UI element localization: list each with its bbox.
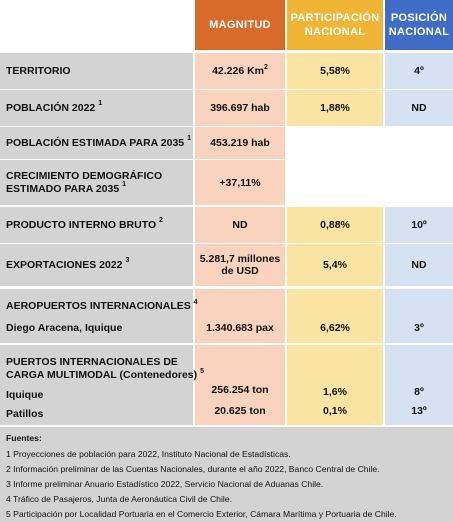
- crecimiento-label-line2-wrap: [6, 183, 126, 196]
- exportaciones-participacion-value: 5,4%: [323, 259, 347, 271]
- row-pib-posicion: [385, 207, 453, 243]
- poblacion-2035-label-wrap: [6, 137, 191, 150]
- pib-posicion-value: 10º: [411, 219, 427, 231]
- row-territorio-participacion: [287, 53, 383, 89]
- header-participacion-line2: NACIONAL: [304, 26, 366, 38]
- row-exportaciones-magnitud: [195, 244, 285, 286]
- aeropuertos-heading: [6, 300, 198, 312]
- territorio-magnitud-value: [212, 65, 268, 77]
- row-aeropuertos-label: [0, 289, 193, 343]
- row-territorio-posicion: [385, 53, 453, 89]
- row-poblacion-magnitud: [195, 90, 285, 126]
- exportaciones-magnitud-line1: 5.281,7 millones: [199, 253, 281, 265]
- row-aeropuertos-magnitud: [195, 289, 285, 343]
- row-pib-magnitud: [195, 207, 285, 243]
- aeropuertos-posicion-value: 3º: [414, 322, 424, 334]
- footer-title: Fuentes:: [6, 433, 42, 443]
- puertos-iquique-label: Iquique: [6, 389, 44, 401]
- crecimiento-label-line1: CRECIMIENTO DEMOGRÁFICO: [6, 169, 163, 182]
- row-crecimiento-label: [0, 160, 193, 205]
- puertos-patillos-magnitud: 20.625 ton: [214, 405, 266, 417]
- pib-note: 2: [159, 217, 163, 224]
- territorio-magnitud-sup: 2: [264, 63, 268, 71]
- header-posicion: [385, 0, 453, 50]
- poblacion-posicion-value: ND: [411, 102, 427, 114]
- row-exportaciones-posicion: [385, 244, 453, 286]
- aeropuertos-sub-label: Diego Aracena, Iquique: [6, 322, 123, 334]
- puertos-heading-line1: PUERTOS INTERNACIONALES DE: [6, 356, 178, 368]
- footer-note-3: 3 Informe preliminar Anuario Estadístico 2022, Servicio Nacional de Aduanas Chile.: [6, 479, 324, 489]
- territorio-label-text: TERRITORIO: [6, 64, 71, 77]
- row-crecimiento-magnitud: [195, 160, 285, 205]
- puertos-patillos-posicion: 13º: [411, 405, 427, 417]
- puertos-iquique-magnitud: 256.254 ton: [211, 384, 269, 396]
- pib-label-text: PRODUCTO INTERNO BRUTO: [6, 218, 157, 231]
- row-poblacion-label: [0, 90, 193, 126]
- header-participacion: [287, 0, 383, 50]
- aeropuertos-heading-text: AEROPUERTOS INTERNACIONALES: [6, 300, 191, 312]
- row-poblacion-2035-label: [0, 127, 193, 159]
- footer-note-4: 4 Tráfico de Pasajeros, Junta de Aeronáutica Civil de Chile.: [6, 494, 232, 504]
- pib-label-wrap: [6, 219, 163, 232]
- puertos-heading-line2-text: CARGA MULTIMODAL (Contenedores): [6, 369, 198, 381]
- header-magnitud: [195, 0, 285, 50]
- sources-footer: [0, 427, 453, 522]
- poblacion-magnitud-value: 396.697 hab: [210, 102, 270, 114]
- poblacion-2035-note: 1: [187, 135, 191, 142]
- exportaciones-label-text: EXPORTACIONES 2022: [6, 258, 123, 271]
- footer-note-1: 1 Proyecciones de población para 2022, Instituto Nacional de Estadísticas.: [6, 449, 291, 459]
- aeropuertos-note: 4: [193, 298, 198, 306]
- crecimiento-note: 1: [122, 181, 127, 188]
- row-pib-label: [0, 207, 193, 243]
- pib-participacion-value: 0,88%: [320, 219, 350, 231]
- footer-note-2: 2 Información preliminar de las Cuentas Nacionales, durante el año 2022, Banco Central de Chile.: [6, 464, 380, 474]
- row-pib-participacion: [287, 207, 383, 243]
- pib-magnitud-value: ND: [232, 219, 248, 231]
- poblacion-2035-magnitud-value: 453.219 hab: [210, 137, 270, 149]
- header-magnitud-label: MAGNITUD: [209, 19, 271, 31]
- poblacion-2035-label-text: POBLACIÓN ESTIMADA PARA 2035: [6, 136, 185, 149]
- puertos-heading-line2: [6, 369, 204, 381]
- poblacion-label-wrap: [6, 102, 102, 115]
- row-exportaciones-label: [0, 244, 193, 286]
- row-poblacion-participacion: [287, 90, 383, 126]
- row-territorio-magnitud: [195, 53, 285, 89]
- exportaciones-posicion-value: ND: [411, 259, 427, 271]
- row-aeropuertos-participacion: [287, 289, 383, 343]
- exportaciones-label-wrap: [6, 259, 129, 272]
- header-participacion-line1: PARTICIPACIÓN: [290, 12, 380, 24]
- exportaciones-magnitud-line2: de USD: [221, 265, 259, 277]
- poblacion-label-text: POBLACIÓN 2022: [6, 101, 96, 114]
- crecimiento-magnitud-value: +37,11%: [219, 176, 261, 189]
- puertos-note: 5: [200, 367, 204, 375]
- territorio-posicion-value: 4º: [414, 65, 424, 77]
- header-posicion-line2: NACIONAL: [388, 26, 450, 38]
- puertos-iquique-posicion: 8º: [414, 386, 424, 398]
- footer-note-5: 5 Participación por Localidad Portuaria en el Comercio Exterior, Cámara Marítima y Portuaria de Chile.: [6, 509, 397, 519]
- territorio-magnitud-number: 42.226 Km: [212, 65, 265, 77]
- row-aeropuertos-posicion: [385, 289, 453, 343]
- aeropuertos-magnitud-value: 1.340.683 pax: [206, 322, 274, 334]
- row-exportaciones-participacion: [287, 244, 383, 286]
- aeropuertos-participacion-value: 6,62%: [320, 322, 350, 334]
- puertos-iquique-participacion: 1,6%: [323, 386, 347, 398]
- row-poblacion-2035-magnitud: [195, 127, 285, 159]
- row-territorio-label: [0, 53, 193, 89]
- row-poblacion-posicion: [385, 90, 453, 126]
- poblacion-participacion-value: 1,88%: [320, 102, 350, 114]
- exportaciones-note: 3: [125, 257, 130, 264]
- crecimiento-label-line2: ESTIMADO PARA 2035: [6, 182, 120, 195]
- puertos-patillos-label: Patillos: [6, 408, 44, 420]
- header-posicion-line1: POSICIÓN: [390, 12, 448, 24]
- poblacion-note: 1: [98, 100, 103, 107]
- puertos-patillos-participacion: 0,1%: [323, 405, 347, 417]
- territorio-participacion-value: 5,58%: [320, 65, 350, 77]
